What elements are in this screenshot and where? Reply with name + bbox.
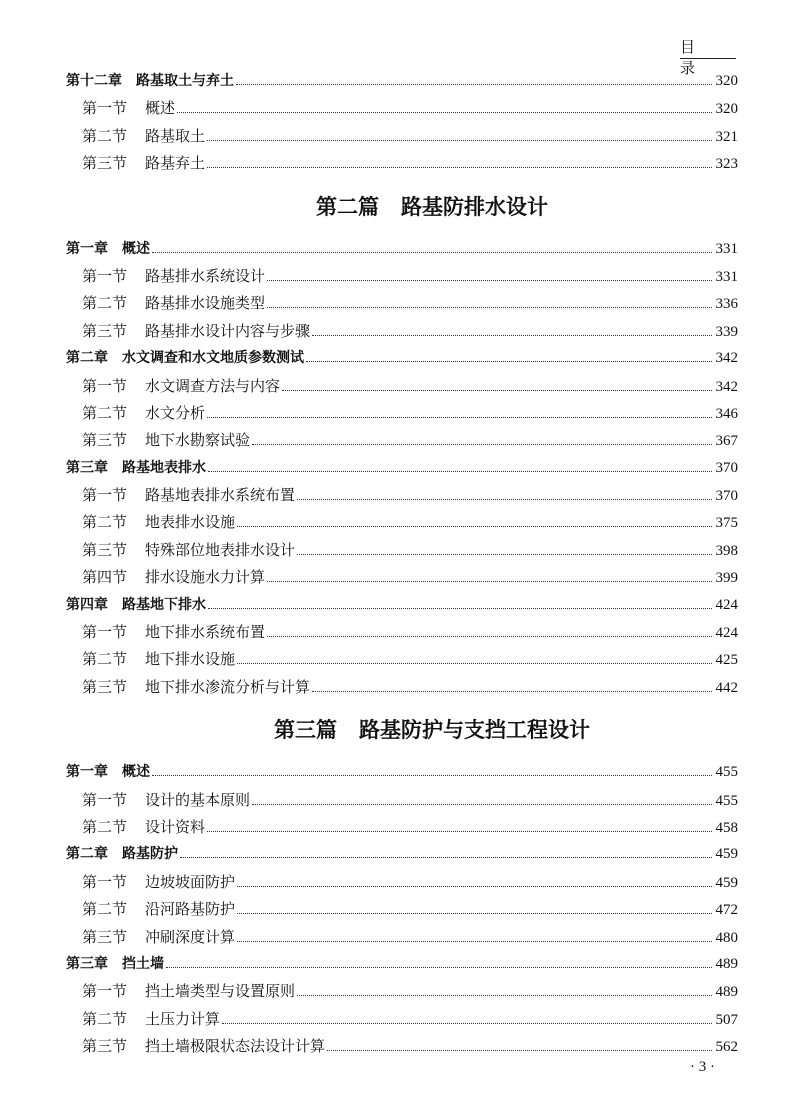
toc-chapter-entry[interactable] (66, 841, 738, 868)
toc-chapter-entry[interactable] (66, 951, 738, 978)
dot-leader (312, 691, 711, 692)
dot-leader (297, 554, 711, 555)
dot-leader (208, 471, 712, 472)
page-ref: 342 (715, 350, 738, 367)
page-ref: 320 (715, 101, 738, 118)
toc-section-entry[interactable] (66, 482, 738, 509)
toc-section-entry[interactable] (66, 787, 738, 814)
page-ref: 455 (715, 764, 738, 781)
section-title: 边坡坡面防护 (145, 872, 236, 891)
section-number: 第一节 (82, 266, 128, 285)
section-number: 第三节 (82, 154, 128, 173)
section-number: 第三节 (82, 321, 128, 340)
dot-leader (297, 499, 711, 500)
dot-leader (237, 941, 711, 942)
toc-section-entry[interactable] (66, 978, 738, 1005)
section-number: 第一节 (82, 376, 128, 395)
section-title: 地下水勘察试验 (145, 431, 251, 450)
toc-section-entry[interactable] (66, 150, 738, 177)
part-heading (66, 178, 738, 236)
page-ref: 331 (715, 268, 738, 285)
chapter-number: 第二章 (66, 846, 108, 863)
section-number: 第一节 (82, 982, 128, 1001)
dot-leader (267, 307, 711, 308)
dot-leader (237, 663, 711, 664)
chapter-number: 第三章 (66, 955, 108, 972)
dot-leader (282, 390, 711, 391)
part-number: 第三篇 (274, 718, 337, 743)
section-title: 挡土墙极限状态法设计计算 (145, 1037, 326, 1056)
section-title: 特殊部位地表排水设计 (145, 540, 296, 559)
toc-section-entry[interactable] (66, 564, 738, 591)
page-ref: 336 (715, 296, 738, 313)
page-ref: 489 (715, 955, 738, 972)
section-number: 第一节 (82, 623, 128, 642)
chapter-number: 第二章 (66, 350, 108, 367)
section-number: 第四节 (82, 568, 128, 587)
chapter-number: 第三章 (66, 459, 108, 476)
toc-section-entry[interactable] (66, 896, 738, 923)
page-number: · 3 · (690, 1059, 715, 1075)
toc-chapter-entry[interactable] (66, 592, 738, 619)
toc-section-entry[interactable] (66, 95, 738, 122)
dot-leader (180, 857, 712, 858)
part-heading (66, 701, 738, 759)
section-title: 冲刷深度计算 (145, 927, 236, 946)
section-title: 概述 (145, 99, 176, 118)
section-title: 地下排水设施 (145, 650, 236, 669)
page-ref: 367 (715, 433, 738, 450)
section-title: 路基取土 (145, 126, 206, 145)
page-ref: 459 (715, 846, 738, 863)
dot-leader (327, 1050, 711, 1051)
running-header: 目 录 (680, 36, 736, 59)
dot-leader (152, 775, 712, 776)
dot-leader (267, 636, 711, 637)
section-title: 地表排水设施 (145, 513, 236, 532)
section-title: 排水设施水力计算 (145, 568, 266, 587)
page-ref: 321 (715, 128, 738, 145)
section-number: 第二节 (82, 513, 128, 532)
page-ref: 480 (715, 929, 738, 946)
page-ref: 346 (715, 405, 738, 422)
dot-leader (177, 112, 711, 113)
section-title: 设计的基本原则 (145, 790, 251, 809)
dot-leader (207, 831, 711, 832)
toc-section-entry[interactable] (66, 509, 738, 536)
section-title: 沿河路基防护 (145, 900, 236, 919)
page-ref: 320 (715, 73, 738, 89)
page-ref: 442 (715, 679, 738, 696)
dot-leader (207, 167, 711, 168)
chapter-number: 第十二章 (66, 73, 122, 89)
toc-section-entry[interactable] (66, 400, 738, 427)
toc-chapter-entry[interactable] (66, 236, 738, 263)
toc-section-entry[interactable] (66, 263, 738, 290)
page-ref: 425 (715, 652, 738, 669)
section-number: 第三节 (82, 540, 128, 559)
page-ref: 424 (715, 625, 738, 642)
toc-chapter-entry[interactable] (66, 455, 738, 482)
chapter-title: 水文调查和水文地质参数测试 (122, 350, 304, 367)
section-number: 第三节 (82, 1037, 128, 1056)
section-number: 第二节 (82, 900, 128, 919)
dot-leader (267, 280, 711, 281)
section-title: 路基排水设计内容与步骤 (145, 321, 311, 340)
section-number: 第一节 (82, 872, 128, 891)
section-number: 第三节 (82, 431, 128, 450)
section-title: 路基弃土 (145, 154, 206, 173)
toc-section-entry[interactable] (66, 869, 738, 896)
chapter-title: 路基地表排水 (122, 459, 206, 476)
section-title: 土压力计算 (145, 1009, 221, 1028)
chapter-number: 第一章 (66, 240, 108, 257)
dot-leader (207, 417, 711, 418)
page-ref: 424 (715, 596, 738, 613)
toc-section-entry[interactable] (66, 537, 738, 564)
chapter-number: 第一章 (66, 764, 108, 781)
toc-section-entry[interactable] (66, 427, 738, 454)
toc-chapter-entry[interactable] (66, 759, 738, 786)
page-ref: 489 (715, 984, 738, 1001)
toc-section-entry[interactable] (66, 1033, 738, 1060)
part-title: 路基防护与支挡工程设计 (359, 718, 590, 743)
section-number: 第二节 (82, 1009, 128, 1028)
page-ref: 398 (715, 542, 738, 559)
section-number: 第二节 (82, 403, 128, 422)
page-ref: 507 (715, 1011, 738, 1028)
section-title: 路基地表排水系统布置 (145, 486, 296, 505)
section-title: 路基排水系统设计 (145, 266, 266, 285)
section-number: 第一节 (82, 99, 128, 118)
page-ref: 342 (715, 378, 738, 395)
dot-leader (267, 581, 711, 582)
page-ref: 370 (715, 488, 738, 505)
section-title: 路基排水设施类型 (145, 294, 266, 313)
chapter-title: 概述 (122, 240, 150, 257)
table-of-contents (66, 68, 738, 1061)
dot-leader (222, 1023, 711, 1024)
dot-leader (166, 967, 712, 968)
toc-section-entry[interactable] (66, 924, 738, 951)
dot-leader (237, 913, 711, 914)
section-title: 水文分析 (145, 403, 206, 422)
toc-section-entry[interactable] (66, 290, 738, 317)
chapter-title: 概述 (122, 764, 150, 781)
section-title: 地下排水系统布置 (145, 623, 266, 642)
dot-leader (237, 526, 711, 527)
part-number: 第二篇 (316, 194, 379, 219)
part-title: 路基防排水设计 (401, 194, 548, 219)
dot-leader (306, 361, 712, 362)
page-ref: 331 (715, 240, 738, 257)
toc-section-entry[interactable] (66, 373, 738, 400)
toc-section-entry[interactable] (66, 123, 738, 150)
page-ref: 323 (715, 156, 738, 173)
page-ref: 562 (715, 1039, 738, 1056)
section-number: 第一节 (82, 486, 128, 505)
section-number: 第一节 (82, 790, 128, 809)
page-ref: 370 (715, 459, 738, 476)
section-title: 地下排水渗流分析与计算 (145, 677, 311, 696)
toc-section-entry[interactable] (66, 646, 738, 673)
chapter-title: 挡土墙 (122, 955, 164, 972)
page-ref: 472 (715, 902, 738, 919)
dot-leader (297, 995, 711, 996)
toc-chapter-entry[interactable] (66, 345, 738, 372)
dot-leader (208, 608, 712, 609)
section-number: 第二节 (82, 650, 128, 669)
page-ref: 339 (715, 323, 738, 340)
section-number: 第二节 (82, 126, 128, 145)
chapter-title: 路基防护 (122, 846, 178, 863)
dot-leader (152, 252, 712, 253)
dot-leader (236, 84, 712, 85)
dot-leader (207, 140, 711, 141)
toc-section-entry[interactable] (66, 619, 738, 646)
section-title: 水文调查方法与内容 (145, 376, 281, 395)
toc-section-entry[interactable] (66, 674, 738, 701)
page-ref: 458 (715, 819, 738, 836)
page-ref: 455 (715, 792, 738, 809)
section-title: 设计资料 (145, 817, 206, 836)
page-ref: 375 (715, 515, 738, 532)
section-number: 第三节 (82, 927, 128, 946)
section-title: 挡土墙类型与设置原则 (145, 982, 296, 1001)
chapter-number: 第四章 (66, 596, 108, 613)
dot-leader (237, 886, 711, 887)
chapter-title: 路基取土与弃土 (136, 73, 234, 89)
dot-leader (252, 444, 711, 445)
toc-section-entry[interactable] (66, 814, 738, 841)
page-ref: 399 (715, 570, 738, 587)
section-number: 第二节 (82, 294, 128, 313)
dot-leader (252, 804, 711, 805)
toc-section-entry[interactable] (66, 1006, 738, 1033)
chapter-title: 路基地下排水 (122, 596, 206, 613)
page-ref: 459 (715, 874, 738, 891)
section-number: 第三节 (82, 677, 128, 696)
toc-chapter-entry[interactable] (66, 68, 738, 95)
toc-section-entry[interactable] (66, 318, 738, 345)
section-number: 第二节 (82, 817, 128, 836)
dot-leader (312, 335, 711, 336)
